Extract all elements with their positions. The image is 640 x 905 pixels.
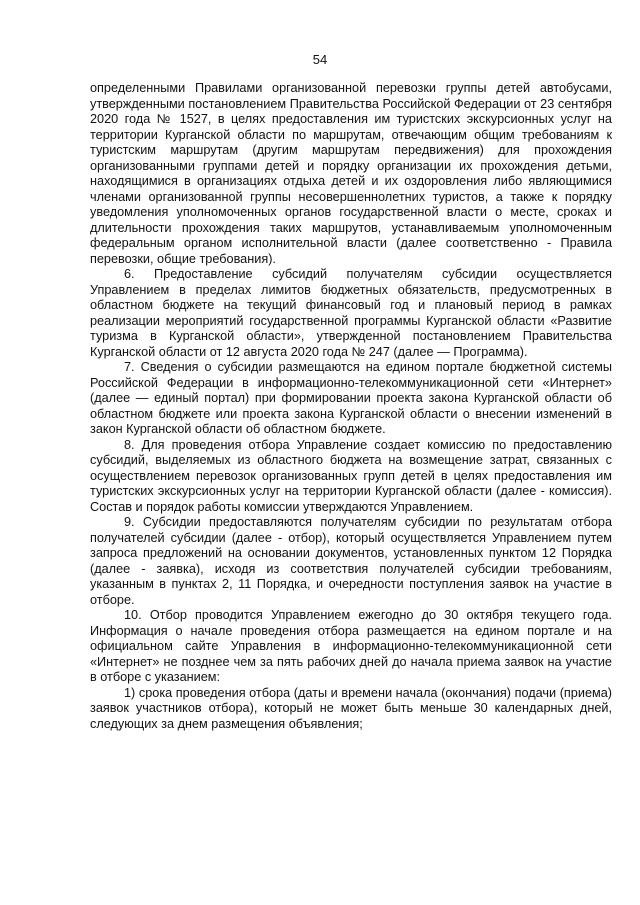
paragraph-item-9: 9. Субсидии предоставляются получателям субсидии по результатам отбора получателей субсидии (далее - отбор), который осуществляется Управлением путем запроса предложений на основании документов, установленных пунктом 12 Порядка (далее - заявка), исходя из соответствия получателей субсидии требованиям, указанным в пунктах 2, 11 Порядка, и очередности поступления заявок на участие в отборе. — [90, 515, 612, 607]
page-number: 54 — [312, 52, 328, 67]
paragraph-item-6: 6. Предоставление субсидий получателям субсидии осуществляется Управлением в пределах лимитов бюджетных обязательств, предусмотренных в областном бюджете на текущий финансовый год и плановый период в рамках реализации мероприятий государственной программы Курганской области «Развитие туризма в Курганской области», утвержденной постановлением Правительства Курганской области от 12 августа 2020 года № 247 (далее — Программа). — [90, 267, 612, 359]
paragraph-item-7: 7. Сведения о субсидии размещаются на едином портале бюджетной системы Российской Федерации в информационно-телекоммуникационной сети «Интернет» (далее — единый портал) при формировании проекта закона Курганской области об областном бюджете или проекта закона Курганской области о внесении изменений в закон Курганской области об областном бюджете. — [90, 360, 612, 436]
document-body — [90, 81, 612, 732]
paragraph-item-10: 10. Отбор проводится Управлением ежегодно до 30 октября текущего года. Информация о начале проведения отбора размещается на едином портале и на официальном сайте Управления в информационно-телекоммуникационной сети «Интернет» не позднее чем за пять рабочих дней до начала приема заявок на участие в отборе с указанием: — [90, 608, 612, 684]
paragraph-item-8: 8. Для проведения отбора Управление создает комиссию по предоставлению субсидий, выделяемых из областного бюджета на возмещение затрат, связанных с осуществлением перевозок организованных групп детей в целях предоставления им туристских экскурсионных услуг на территории Курганской области (далее - комиссия). Состав и порядок работы комиссии утверждаются Управлением. — [90, 437, 612, 514]
paragraph-continuation: определенными Правилами организованной перевозки группы детей автобусами, утвержденными постановлением Правительства Российской Федерации от 23 сентября 2020 года № 1527, в целях предоставления им туристских экскурсионных услуг на территории Курганской области по маршрутам, отвечающим общим требованиям к туристским маршрутам (другим маршрутам передвижения) для прохождения организованными группами детей и порядку организации их прохождения детьми, находящимися в организациях отдыха детей и их оздоровления либо являющимися членами организованной группы несовершеннолетних туристов, а также к порядку уведомления уполномоченных органов государственной власти о месте, сроках и длительности прохождения таких маршрутов, устанавливаемым уполномоченным федеральным органом исполнительной власти (далее соответственно - Правила перевозки, общие требования). — [90, 81, 612, 266]
paragraph-subitem-1: 1) срока проведения отбора (даты и времени начала (окончания) подачи (приема) заявок участников отбора), который не может быть меньше 30 календарных дней, следующих за днем размещения объявления; — [90, 685, 612, 731]
